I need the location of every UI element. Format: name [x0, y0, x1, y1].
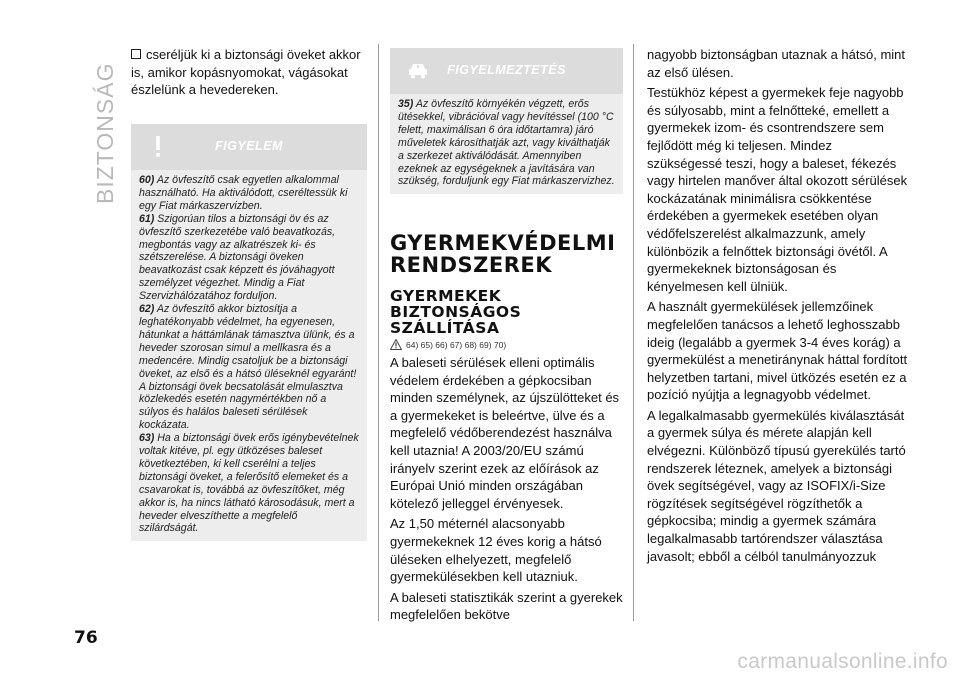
- warning-box-figyelem: [131, 124, 367, 541]
- watermark: carmanualsonline.info: [737, 650, 948, 673]
- warning-triangle-icon: [390, 339, 402, 350]
- reference-notes: [390, 339, 626, 350]
- section-title-line: GYERMEKVÉDELMI: [390, 231, 616, 255]
- warning-title: FIGYELMEZTETÉS: [447, 63, 566, 77]
- section-side-tab: [92, 44, 116, 204]
- warning-body: [131, 170, 367, 541]
- column-3: [647, 46, 909, 568]
- subsection-title-line: SZÁLLÍTÁSA: [390, 319, 500, 337]
- item-number: 60): [139, 174, 155, 186]
- paragraph: Testükhöz képest a gyermekek feje nagyobb és súlyosabb, mint a felnőtteké, emellett a gyermekek izom- és csontrendszere sem fejlődött még ki teljesen. Mindez szükségessé teszi, hogy a baleset, fékezés vagy hirtelen manőver által okozott sérülések kockázatának minimálisra csökkentése érdekében a gyermekek esetében olyan védőfelszerelést alkalmazzunk, amely különbözik a felnőttek biztonsági övétől. A gyermekeknek biztonságosan és kényelmesen kell ülniük.: [647, 85, 908, 294]
- paragraph: A baleseti sérülések elleni optimális védelem érdekében a gépkocsiban minden személynek, az újszülötteket és a gyermekeket is beleértve, ülve és a megfelelő védőberendezést használva kell utaznia! A 2003/20/EU számú irányelv szerint ezek az előírások az Európai Unió minden országában kötelező jelleggel érvényesek.: [390, 355, 620, 511]
- paragraph: A baleseti statisztikák szerint a gyerekek megfelelően bekötve: [390, 589, 623, 623]
- paragraph: Az 1,50 méternél alacsonyabb gyermekeknek 12 éves korig a hátsó üléseken elhelyezett, megfelelő gyermekülésekben kell utazniuk.: [390, 516, 602, 585]
- subsection-title-line: BIZTONSÁGOS: [390, 303, 522, 321]
- body-text: [390, 354, 626, 624]
- item-text: Szigorúan tilos a biztonsági öv és az övfeszítő szerkezetébe való beavatkozás, megbontás vagy az alkatrészek ki- és szétszerelése. A biztonsági öveken beavatkozást csak képzett és jóváhagyott személyzet végezhet. Mindig a Fiat Szervizhálózatához forduljon.: [139, 212, 336, 303]
- paragraph: A használt gyermekülések jellemzőinek megfelelően tanácsos a lehető leghosszabb ideig (legalább a gyermek 3-4 éves korág) a gyermekülést a menetiránynak háttal fordított helyzetben tartani, mivel ütközés esetén ez a pozíció nyújtja a legnagyobb védelmet.: [647, 299, 908, 403]
- warning-item: [139, 432, 359, 535]
- intro-text: cseréljük ki a biztonsági öveket akkor is, amikor kopásnyomokat, vágásokat észlelünk a hevedereken.: [131, 47, 361, 98]
- item-number: 61): [139, 212, 155, 225]
- item-text: Az övfeszítő akkor biztosítja a leghatékonyabb védelmet, ha egyenesen, hátunkat a háttámlának támasztva ülünk, és a heveder szorosan simul a mellkasra és a medencére. Mindig csatoljuk be a biztonsági öveket, az első és a hátsó üléseknél egyaránt! A biztonsági övek becsatolását elmulasztva közlekedés esetén nagymértékben nő a súlyos és halálos baleseti sérülések kockázata.: [139, 303, 357, 432]
- item-number: 62): [139, 303, 155, 316]
- checkbox-bullet-icon: [131, 49, 141, 59]
- column-divider: [633, 44, 634, 621]
- column-2-content: [390, 232, 626, 627]
- warning-item: [139, 174, 359, 213]
- warning-title: FIGYELEM: [215, 139, 283, 153]
- warning-box-figyelmeztetes: [390, 48, 623, 194]
- warning-header: [390, 48, 623, 94]
- column-divider: [378, 44, 379, 621]
- item-text: Az övfeszítő csak egyetlen alkalommal használható. Ha aktiválódott, cseréltessük ki egy Fiat márkaszervizben.: [139, 174, 348, 212]
- warning-item: [398, 98, 615, 188]
- paragraph: nagyobb biztonságban utaznak a hátsó, mint az első ülésen.: [647, 47, 906, 80]
- warning-header: [131, 124, 367, 170]
- page-number: 76: [74, 628, 98, 648]
- section-title-line: RENDSZEREK: [390, 253, 553, 277]
- subsection-title: [390, 288, 626, 336]
- item-number: 35): [398, 98, 414, 110]
- item-number: 63): [139, 432, 155, 445]
- warning-item: [139, 303, 359, 432]
- reference-numbers: 64) 65) 66) 67) 68) 69) 70): [406, 339, 507, 350]
- column-1: [131, 46, 367, 102]
- item-text: Ha a biztonsági övek erős igénybevételnek voltak kitéve, pl. egy ütközéses baleset következtében, ki kell cserélni a teljes biztonsági öveket, a felerősítő elemeket és a csavarokat is, továbbá az övfeszítőket, még akkor is, ha nincs látható károsodásuk, mert a heveder elveszíthette a megfelelő szilárdságát.: [139, 432, 359, 535]
- body-text: [647, 46, 909, 565]
- subsection-title-line: GYERMEKEK: [390, 287, 502, 305]
- side-tab-label: BIZTONSÁG: [92, 62, 118, 204]
- section-title: [390, 232, 626, 276]
- warning-body: [390, 94, 623, 194]
- intro-paragraph: [131, 46, 367, 99]
- warning-item: [139, 213, 359, 303]
- paragraph: A legalkalmasabb gyermekülés kiválasztását a gyermek súlya és mérete alapján kell elvégezni. Különböző típusú gyerekülés tartó rendszerek léteznek, amelyek a biztonsági övek segítségével, vagy az ISOFIX/i-Size rögzítések segítségével rögzíthetők a gépkocsiba; mindig a gyermek számára legalkalmasabb tartórendszer választása javasolt; ebből a célból tanulmányozzuk: [647, 407, 906, 564]
- item-text: Az övfeszítő környékén végzett, erős ütésekkel, vibrációval vagy hevítéssel (100 °C felett, maximálisan 6 óra időtartamra) járó műveletek károsíthatják azt, vagy kiválthatják a szerkezet aktiválódását. Amennyiben ezeknek az egységeknek a javítására van szükség, forduljunk egy Fiat márkaszervizhez.: [398, 98, 615, 188]
